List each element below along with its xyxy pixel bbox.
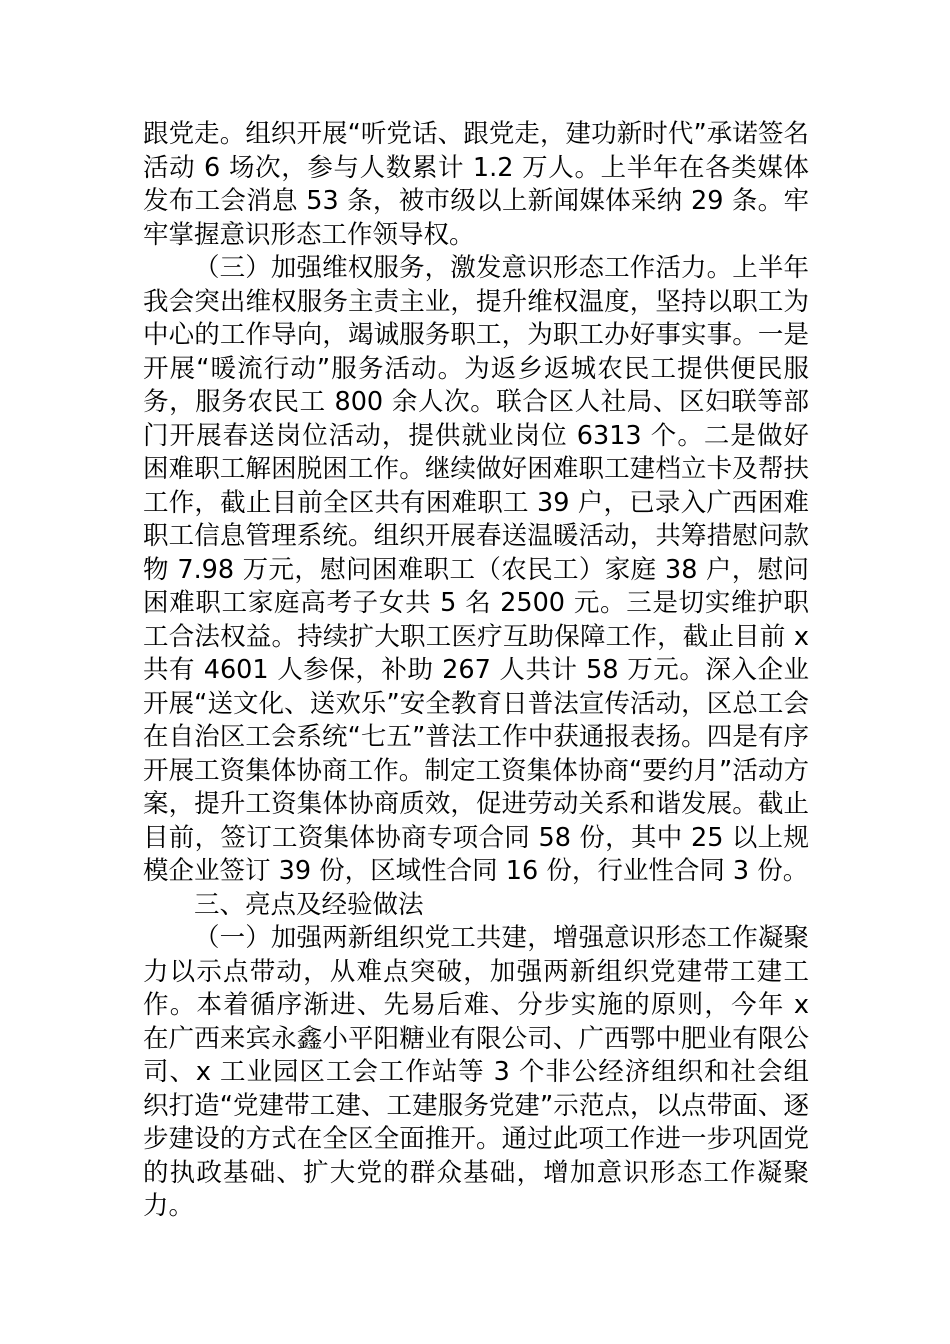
document-body (143, 118, 809, 1224)
section-heading-highlights: 三、亮点及经验做法 (194, 889, 424, 920)
paragraph-continuation: 跟党走。组织开展“听党话、跟党走，建功新时代”承诺签名活动 6 场次，参与人数累计 1.2 万人。上半年在各类媒体发布工会消息 53 条，被市级以上新闻媒体采纳 29 条。牢牢掌握意识形态工作领导权。 (143, 119, 809, 250)
paragraph-rights-service: （三）加强维权服务，激发意识形态工作活力。上半年我会突出维权服务主责主业，提升维权温度，坚持以职工为中心的工作导向，竭诚服务职工，为职工办好事实事。一是开展“暖流行动”服务活动。为返乡返城农民工提供便民服务，服务农民工 800 余人次。联合区人社局、区妇联等部门开展春送岗位活动，提供就业岗位 6313 个。二是做好困难职工解困脱困工作。继续做好困难职工建档立卡及帮扶工作，截止目前全区共有困难职工 39 户，已录入广西困难职工信息管理系统。组织开展春送温暖活动，共筹措慰问款物 7.98 万元，慰问困难职工（农民工）家庭 38 户，慰问困难职工家庭高考子女共 5 名 2500 元。三是切实维护职工合法权益。持续扩大职工医疗互助保障工作，截止目前 x 共有 4601 人参保，补助 267 人共计 58 万元。深入企业开展“送文化、送欢乐”安全教育日普法宣传活动，区总工会在自治区工会系统“七五”普法工作中获通报表扬。四是有序开展工资集体协商工作。制定工资集体协商“要约月”活动方案，提升工资集体协商质效，促进劳动关系和谐发展。截止目前，签订工资集体协商专项合同 58 份，其中 25 以上规模企业签订 39 份，区域性合同 16 份，行业性合同 3 份。 (143, 253, 809, 886)
paragraph-party-union-building: （一）加强两新组织党工共建，增强意识形态工作凝聚力以示点带动，从难点突破，加强两新组织党建带工建工作。本着循序渐进、先易后难、分步实施的原则，今年 x 在广西来宾永鑫小平阳糖业有限公司、广西鄂中肥业有限公司、x 工业园区工会工作站等 3 个非公经济组织和社会组织打造“党建带工建、工建服务党建”示范点，以点带面、逐步建设的方式在全区全面推开。通过此项工作进一步巩固党的执政基础、扩大党的群众基础，增加意识形态工作凝聚力。 (143, 923, 809, 1221)
